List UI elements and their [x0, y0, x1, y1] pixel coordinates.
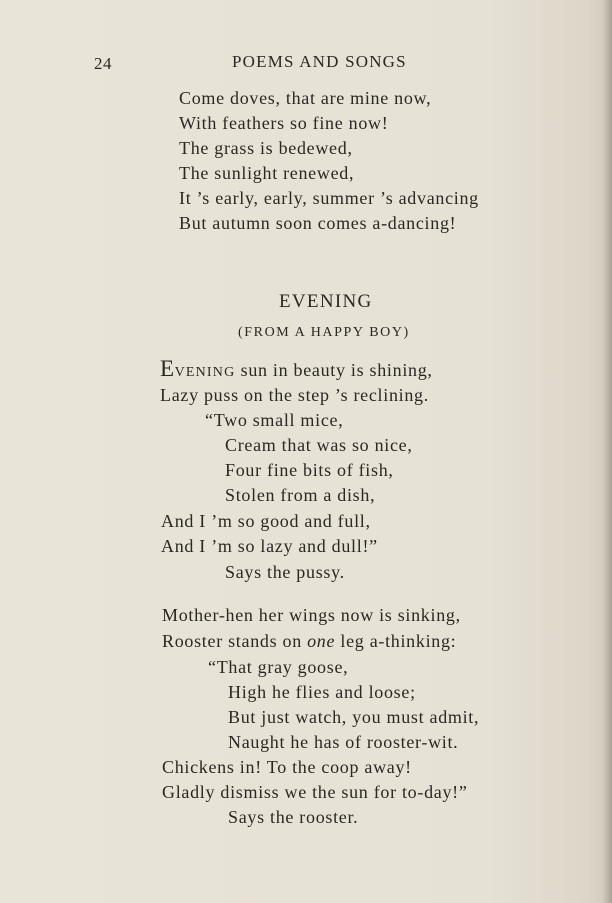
poem-line: And I ’m so good and full,	[161, 511, 371, 531]
poem-line: High he flies and loose;	[228, 682, 416, 702]
poem-line: It ’s early, early, summer ’s advancing	[179, 188, 479, 208]
poem-first-line	[160, 358, 433, 384]
poem-line: But autumn soon comes a-dancing!	[179, 213, 457, 233]
poem-line: Naught he has of rooster-wit.	[228, 732, 459, 752]
poem-line: Says the pussy.	[225, 562, 345, 582]
poem-line: Stolen from a dish,	[225, 485, 376, 505]
italic-word: one	[307, 631, 336, 651]
running-head: POEMS AND SONGS	[232, 52, 407, 71]
drop-cap: E	[160, 356, 175, 381]
poem-title: EVENING	[279, 291, 373, 312]
first-line-rest: sun in beauty is shining,	[235, 360, 433, 380]
poem-line: But just watch, you must admit,	[228, 707, 480, 727]
page-number: 24	[94, 54, 112, 73]
poem-line: “That gray goose,	[208, 657, 349, 677]
poem-line: With feathers so fine now!	[179, 113, 389, 133]
poem-line: “Two small mice,	[205, 410, 344, 430]
poem-line: Gladly dismiss we the sun for to-day!”	[162, 782, 468, 802]
poem-line: The grass is bedewed,	[179, 138, 353, 158]
poem-line: And I ’m so lazy and dull!”	[161, 536, 378, 556]
poem-line: Come doves, that are mine now,	[179, 88, 432, 108]
poem-line: Mother-hen her wings now is sinking,	[162, 605, 461, 625]
small-caps-word: VENING	[174, 365, 236, 380]
poem-line: Lazy puss on the step ’s reclining.	[160, 385, 429, 405]
poem-line	[162, 630, 456, 652]
page-edge-shadow	[602, 0, 612, 903]
line-part: leg a-thinking:	[335, 631, 457, 651]
poem-line: Chickens in! To the coop away!	[162, 757, 412, 777]
line-part: Rooster stands on	[162, 631, 308, 651]
poem-line: The sunlight renewed,	[179, 163, 355, 183]
poem-line: Cream that was so nice,	[225, 435, 413, 455]
poem-line: Says the rooster.	[228, 807, 359, 827]
poem-line: Four fine bits of fish,	[225, 460, 394, 480]
poem-subtitle: (FROM A HAPPY BOY)	[238, 325, 410, 340]
